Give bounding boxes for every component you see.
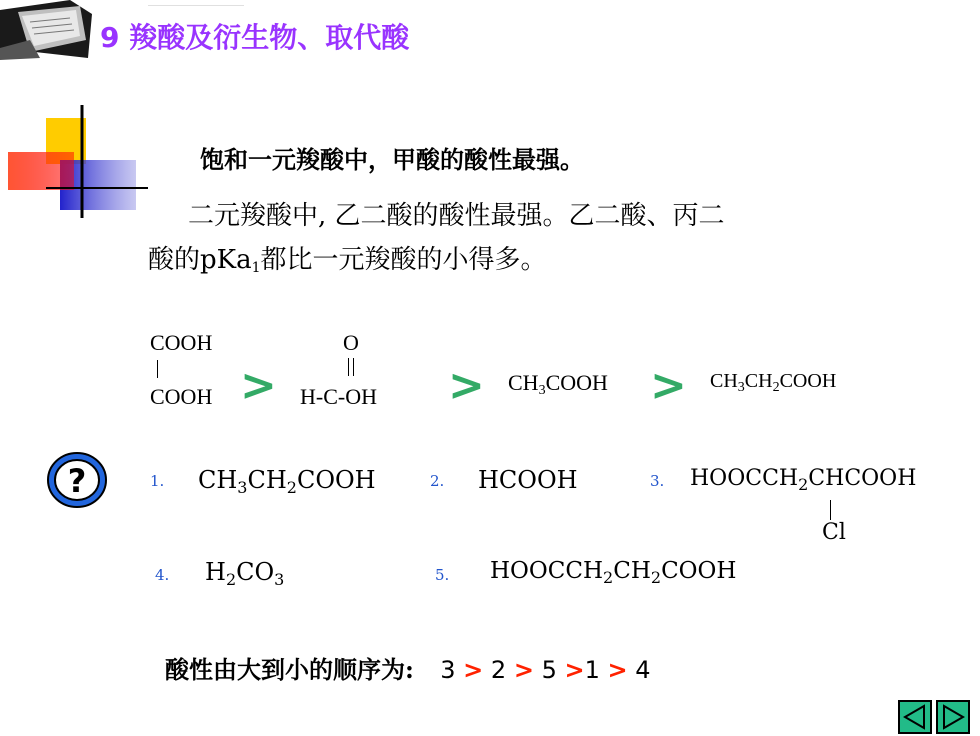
bond-line — [830, 500, 831, 520]
next-slide-button[interactable] — [936, 700, 970, 734]
greater-than-sign: > — [240, 360, 277, 411]
compound-2-formula: HCOOH — [478, 466, 578, 494]
oxalic-acid-bottom: COOH — [150, 384, 213, 409]
statement-line-3: 酸的pKa$_1$都比一元羧酸的小得多。 — [148, 245, 547, 276]
compound-3-substituent: Cl — [822, 520, 846, 545]
answer-line — [165, 650, 651, 685]
answer-sequence: 3 > 2 > 5 >1 > 4 — [440, 656, 651, 684]
formic-acid-oxygen: O — [343, 330, 359, 355]
item-number: 2. — [430, 472, 445, 490]
title-divider — [148, 5, 244, 6]
previous-slide-button[interactable] — [898, 700, 932, 734]
formic-acid-main: H-C-OH — [300, 384, 377, 409]
triangle-left-icon — [900, 702, 930, 732]
acetic-acid-formula: $CH_3COOH$ — [508, 370, 608, 398]
double-bond-left — [348, 358, 349, 376]
statement-formic-acid: 饱和一元羧酸中，甲酸的酸性最强。 — [200, 145, 584, 174]
propanoic-acid-formula: $CH_3CH_2COOH$ — [710, 370, 837, 395]
compound-4-formula: $H_2CO_3$ — [205, 558, 285, 589]
statement-line-2: 二元羧酸中, 乙二酸的酸性最强。乙二酸、丙二 — [188, 201, 725, 231]
item-number: 1. — [150, 472, 165, 490]
decorative-squares-icon — [0, 100, 150, 230]
header-logo-image — [0, 0, 92, 60]
double-bond-right — [353, 358, 354, 376]
page-title: 9 羧酸及衍生物、取代酸 — [100, 21, 410, 54]
oxalic-acid-top: COOH — [150, 330, 213, 355]
greater-than-sign: > — [448, 360, 485, 411]
compound-3-formula: $HOOCCH_2CHCOOH$ — [690, 466, 917, 494]
answer-label: 酸性由大到小的顺序为: — [165, 655, 414, 684]
statement-dicarboxylic — [148, 194, 725, 290]
compound-1-formula: $CH_3CH_2COOH$ — [198, 466, 376, 497]
compound-5-formula: $HOOCCH_2CH_2COOH$ — [490, 558, 737, 587]
greater-than-sign: > — [650, 360, 687, 411]
item-number: 3. — [650, 472, 665, 490]
item-number: 5. — [435, 566, 450, 584]
svg-text:?: ? — [67, 462, 87, 500]
bond-line — [157, 360, 158, 378]
question-icon — [45, 450, 109, 510]
triangle-right-icon — [938, 702, 968, 732]
item-number: 4. — [155, 566, 170, 584]
